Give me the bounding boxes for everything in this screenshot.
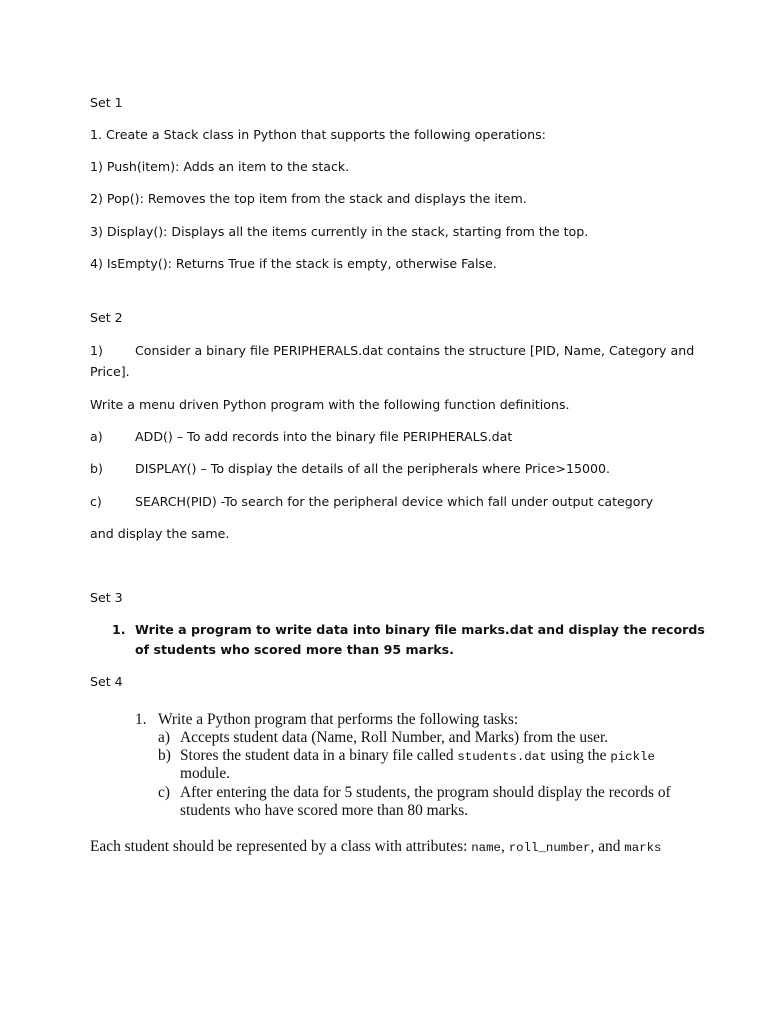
set3-question-number: 1.: [112, 622, 126, 637]
set2-heading: Set 2: [90, 310, 123, 325]
set4-footer-code-marks: marks: [624, 841, 662, 855]
set4-subtask-label: a): [158, 729, 170, 746]
set2-question-line1: Consider a binary file PERIPHERALS.dat contains the structure [PID, Name, Category and: [135, 343, 695, 358]
set4-footer: [90, 838, 661, 857]
set4-task-number: 1.: [135, 711, 147, 728]
set4-task-text: Write a Python program that performs the following tasks:: [158, 711, 519, 728]
set4-footer-sep: ,: [501, 838, 509, 855]
set1-item-push: 1) Push(item): Adds an item to the stack.: [90, 159, 350, 174]
set2-item-text: SEARCH(PID) -To search for the peripheral device which fall under output category: [135, 494, 654, 509]
set4-subtask-b-line2: module.: [180, 765, 231, 782]
set2-item-text: DISPLAY() – To display the details of all the peripherals where Price>15000.: [135, 461, 611, 476]
set3-question-line2: of students who scored more than 95 marks.: [135, 642, 454, 657]
set2-item-label: a): [90, 429, 103, 444]
set4-footer-code-name: name: [471, 841, 501, 855]
set2-item-label: b): [90, 461, 103, 476]
set2-intro: Write a menu driven Python program with the following function definitions.: [90, 397, 570, 412]
set3-question-line1: Write a program to write data into binary file marks.dat and display the records: [135, 622, 705, 637]
set4-b-text-pre: Stores the student data in a binary file called: [180, 747, 458, 764]
set1-item-isempty: 4) IsEmpty(): Returns True if the stack is empty, otherwise False.: [90, 256, 497, 271]
set2-question-line2: Price].: [90, 364, 130, 379]
set4-b-code-module: pickle: [610, 750, 655, 764]
set4-footer-code-roll: roll_number: [508, 841, 591, 855]
set1-item-pop: 2) Pop(): Removes the top item from the stack and displays the item.: [90, 191, 527, 206]
set3-heading: Set 3: [90, 590, 123, 605]
set1-heading: Set 1: [90, 95, 123, 110]
set2-question-number: 1): [90, 343, 103, 358]
set2-tail: and display the same.: [90, 526, 230, 541]
set2-item-label: c): [90, 494, 102, 509]
set4-heading: Set 4: [90, 674, 123, 689]
set4-footer-text: Each student should be represented by a class with attributes:: [90, 838, 472, 855]
set4-subtask-label: c): [158, 784, 170, 801]
set4-footer-sep: , and: [590, 838, 625, 855]
set4-subtask-label: b): [158, 747, 171, 764]
set1-question: 1. Create a Stack class in Python that supports the following operations:: [90, 127, 546, 142]
set4-subtask-text: [180, 747, 655, 766]
set1-item-display: 3) Display(): Displays all the items currently in the stack, starting from the top.: [90, 224, 589, 239]
set4-subtask-c-line2: students who have scored more than 80 marks.: [180, 802, 469, 819]
set4-b-text-mid: using the: [546, 747, 611, 764]
set4-subtask-text: Accepts student data (Name, Roll Number, and Marks) from the user.: [180, 729, 609, 746]
set4-b-code-filename: students.dat: [457, 750, 547, 764]
set2-item-text: ADD() – To add records into the binary file PERIPHERALS.dat: [135, 429, 513, 444]
set4-subtask-text: After entering the data for 5 students, the program should display the records of: [180, 784, 671, 801]
